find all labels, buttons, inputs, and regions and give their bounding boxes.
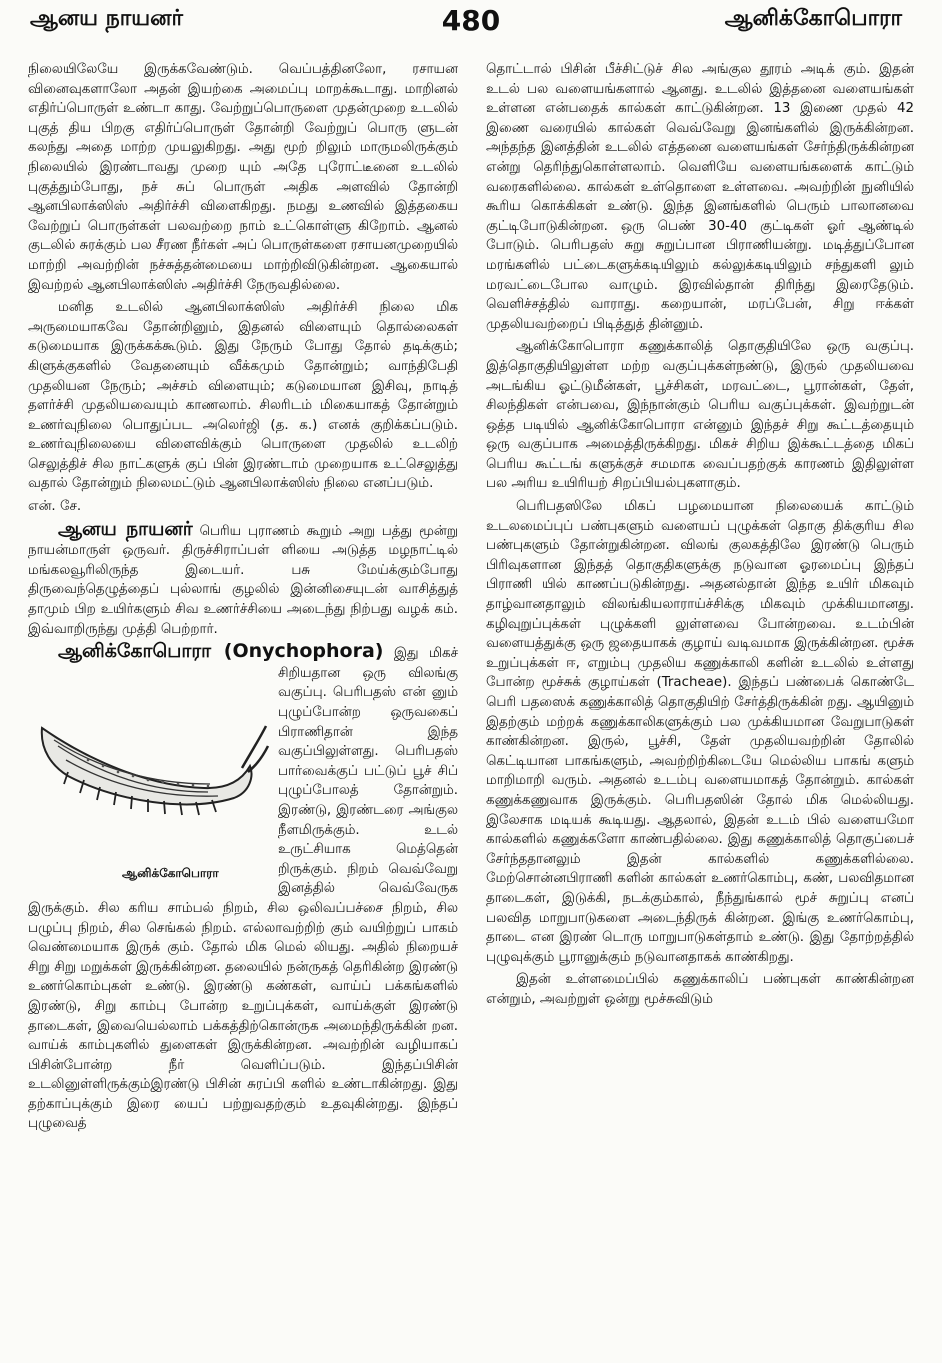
header-right-title: ஆனிக்கோபொரா (724, 6, 902, 31)
peripatus-illustration (28, 668, 270, 864)
entry-anaya-nayanar (28, 517, 458, 640)
author-signature: என். சே. (28, 499, 82, 515)
entry-onychophora (28, 642, 458, 1134)
paragraph-internal-structure: இதன் உள்ளமைப்பில் கணுக்காலிப் பண்புகள் காண்கின்றன என்றும், அவற்றுள் ஒன்று மூச்சுவிடும் (486, 972, 914, 1007)
paragraph-anaphylaxis-symptoms: மனித உடலில் ஆனபிலாக்ஸிஸ் அதிர்ச்சி நிலை மிக அருமையாகவே தோன்றினும், இதனல் விளையும் தொல்லைகள் கடுமையாக இருக்கக்கூடும். இது நேரும் போது தோல் தடிக்கும்; கிளுக்குகளில் வேதனையும் வீக்கமும் தோன்றும்; வாந்திபேதி முதலியன நேரும்; அச்சம் விளையும்; கடுமையான இசிவு, நாடித் தளர்ச்சி முதலியவையும் காணலாம். சிலரிடம் மிகையாகத் தோன்றும் உணர்வுநிலை பொதுப்பட அலெர்ஜி (த. க.) எனக் குறிக்கப்படும். உணர்வுநிலையை விளைவிக்கும் பொருளை முதலில் உடலிற் செலுத்திச் சில நாட்களுக் குப் பின் இரண்டாம் முறையாக உட்செலுத்து வதால் தோன்றும் நிலைமட்டும் ஆனபிலாக்ஸிஸ் நிலை எனப்படும். (28, 300, 458, 492)
paragraph-peripatus-features: பெரிபதஸிலே மிகப் பழமையான நிலையைக் காட்டும் உடலமைப்புப் பண்புகளும் வளையப் புழுக்கள் தொகு திக்குரிய சில பண்புகளும் தோன்றுகின்றன. விலங் குலகத்திலே இரண்டு பெரும் பிரிவுகளான இந்தத் தொகுதிகளுக்கு நடுவான ஓரமைப்பு இந்தப் பிராணி யில் காணப்படுகின்றது. அதனல்தான் இந்த உயிர் மிகவும் தாழ்வானதாலும் விலங்கியலாராய்ச்சிக்கு மிகவும் முக்கியமானது. கழிவுறுப்புக்கள் புழுக்களி லுள்ளவை போன்றவை. உடம்பின் வளையத்துக்கு ஒரு ஜதையாகக் குழாய் வடிவமாக இருக்கின்றன. மூச்சு உறுப்புக்கள் ஈ, எறும்பு முதலிய கணுக்காலி களின் உடலில் உள்ளது போன்ற மூச்சுக் குழாய்கள் (Tracheae). இந்தப் பண்பைக் கொண்டே பெரி பதஸைக் கணுக்காலித் தொகுதியிற் சேர்த்திருக்கின் றது. ஆயினும் இதற்கும் மற்றக் கணுக்காலிகளுக்கும் பல முக்கியமான வேறுபாடுகள் காண்கின்றன. இருல், பூச்சி, தேள் முதலியவற்றின் தோலில் கெட்டியான பாகங்களும், அவற்றிற்கிடையே மெல்லிய பாகங் களும் மாறிமாறி வரும். அதனல் உடம்பு வளையமாகத் தோன்றும். கால்கள் கணுக்கணுவாக இருக்கும். பெரிபதஸின் தோல் மிக மெல்லியது. இலேசாக மடியக் கூடியது. ஆதலால், இதன் உடம் பில் வளையமோ கால்களில் கணுக்களோ காண்பதில்லை. இது கணுக்காலித் தொகுப்பைச் சேர்ந்ததானலும் இதன் கால்களில் கணுக்களில்லை. மேற்சொன்னபிராணி களின் கால்கள் உணர்கொம்பு, கண், பலவிதமான தாடைகள், இடுக்கி, நடக்கும்கால், நீந்துங்கால் மூச் சுறுப்பு எனப் பலவித மாறுபாடுகளை அடைந்திருக் கின்றன. இங்கு உணர்கொம்பு, தாடை என இரண் டொரு மாறுபாடுகள்தாம் உண்டு. இது தோற்றத்தில் புழுவுக்கும் பூரானுக்கும் நடுவானதாகக் காண்கிறது. (486, 499, 914, 965)
header-left-title: ஆனய நாயனர் (30, 6, 183, 31)
entry-term-onychophora: ஆனிக்கோபொரா (Onychophora) (58, 640, 384, 663)
paragraph-anaphylaxis-continued: நிலையிலேயே இருக்கவேண்டும். வெப்பத்தினலோ, ரசாயன வினைவுகளாலோ அதன் இயற்கை அமைப்பு மாறக்கூடாது. மாறினல் எதிர்ப்பொருள் உண்டா காது. வேற்றுப்பொருளை முதன்முறை உடலில் புகுத் திய பிறகு எதிர்ப்பொருள் தோன்றி வேற்றுப் பொரு ளுடன் கலந்து அதை மாற்ற முயலுகிறது. அது மூற் றிலும் மாருமலிருக்கும் நிலையில் இரண்டாவது முறை யும் அதே புரோட்டீனை உடலில் புகுத்தும்போது, நச் சுப் பொருள் அதிக அளவில் தோன்றி ஆனபிலாக்ஸிஸ் அதிர்ச்சி விளைகிறது. நமது உணவில் இத்தகைய வேற்றுப் பொருள்கள் பலவற்றை நாம் உட்கொள்ளு கிறோம். ஆனல் குடலில் சுரக்கும் பல சீரண நீர்கள் அப் பொருள்களை ரசாயனமுறையில் மாற்றி அவற்றின் நச்சுத்தன்மையை மாற்றிவிடுகின்றன. ஆகையால் இவற்றல் ஆனபிலாக்ஸிஸ் அதிர்ச்சி நேருவதில்லை. (28, 62, 458, 293)
paragraph-onychophora-class: ஆனிக்கோபொரா கணுக்காலித் தொகுதியிலே ஒரு வகுப்பு. இத்தொகுதியிலுள்ள மற்ற வகுப்புக்கள்நண்டு, இருல் முதலியவை அடங்கிய ஓட்டுமீன்கள், பூச்சிகள், மரவட்டை, பூரான்கள், தேள், சிலந்திகள் என்பவை, இந்நான்கும் பெரிய வகுப்புக்கள். இவற்றுடன் ஒத்த படியில் ஆனிக்கோபொரா என்னும் இந்தச் சிறு கூட்டத்தையும் ஒரு வகுப்பாக அமைத்திருக்கிறது. மிகச் சிறிய இக்கூட்டத்தை மிகப் பெரிய கூட்டங் களுக்குச் சமமாக வைப்பதற்குக் காரணம் இதிலுள்ள பல அரிய உயிரியற் சிறப்பியல்புகளாகும். (486, 339, 914, 492)
entry-text-anaya-nayanar: பெரிய புராணம் கூறும் அறு பத்து மூன்று நாயன்மாருள் ஒருவர். திருச்சிராப்பள் ளியை அடுத்த மழநாட்டில் மங்கலவூரிலிருந்த இடையர். பசு மேய்க்கும்போது திருவைந்தெழுத்தைப் புல்லாங் குழலில் இன்னிசையுடன் வாசித்துத் தாமும் பிற உயிர்களும் சிவ உணர்ச்சியை அடைந்து நிற்பது வழக் கம். இவ்வாறிருந்து முத்தி பெற்றார். (28, 523, 458, 637)
right-column (486, 60, 914, 1013)
entry-text-onychophora: இது மிகச் சிறியதான ஒரு விலங்கு வகுப்பு. பெரிபதஸ் என் னும் புழுப்போன்ற ஒருவகைப் பிராணிதான் இந்த வகுப்பிலுள்ளது. பெரிபதஸ் பார்வைக்குப் பட்டுப் பூச் சிப் புழுப்போலத் தோன்றும். இரண்டு, இரண்டரை அங்குல நீளமிருக்கும். உடல் உருட்சியாக மெத்தென் றிருக்கும். நிறம் வெவ்வேறு இனத்தில் வெவ்வேருக இருக்கும். சில கரிய சாம்பல் நிறம், சில ஒலிவப்பச்சை நிறம், சில பழுப்பு நிறம், சில செங்கல் நிறம். எல்லாவற்றிற் கும் வயிற்றுப் பாகம் வெண்மையாக இருக் கும். தோல் மிக மெல் லியது. அதில் நிறையச் சிறு சிறு மறுக்கள் இருக்கின்றன. தலையில் நன்ருகத் தெரிகின்ற இரண்டு உணர்கொம்புகள் உண்டு. இரண்டு கண்கள், வாய்ப் பக்கங்களில் இரண்டு, சிறு காம்பு போன்ற உறுப்புக்கள், வாய்க்குள் இரண்டு தாடைகள், இவையெல்லாம் பக்கத்திற்கொன்ருக அமைந்திருக்கின் றன. வாய்க் காம்புகளில் துளைகள் இருக்கின்றன. அவற்றின் வழியாகப் பிசின்போன்ற நீர் வெளிப்படும். இந்தப்பிசின் உடலினுள்ளிருக்கும்இரண்டு பிசின் சுரப்பி களில் உண்டாகின்றது. இது தற்காப்புக்கும் இரை யைப் பற்றுவதற்கும் உதவுகின்றது. இந்தப் புழுவைத் (28, 646, 458, 1132)
left-column (28, 60, 458, 1137)
running-header (0, 0, 942, 52)
onychophora-figure (28, 668, 270, 890)
paragraph-peripatus-body: தொட்டால் பிசின் பீச்சிட்டுச் சில அங்குல தூரம் அடிக் கும். இதன் உடல் பல வளையங்களால் ஆனது. உடலில் இத்தனை வளையங்கள் உள்ளன என்பதைக் கால்கள் காட்டுகின்றன. 13 இணை முதல் 42 இணை வரையில் கால்கள் வெவ்வேறு இனங்களில் இருக்கின்றன. அந்தந்த இனத்தின் உடலில் எத்தனை வளையங்கள் சேர்ந்திருக்கின்றன என்று தெரிந்துகொள்ளலாம். வெளியே வளையங்களைக் காட்டும் வரைகளில்லை. கால்கள் உள்தொளை உள்ளவை. அவற்றின் நுனியில் கூரிய கொக்கிகள் உண்டு. இந்த இனங்களில் பெரும் பாலானவை குட்டிபோடுகின்றன. ஒரு பெண் 30-40 குட்டிகள் ஓர் ஆண்டில் போடும். பெரிபதஸ் சுறு சுறுப்பான பிராணியன்று. மடித்துப்போன மரங்களில் பட்டைகளுக்கடியிலும் கல்லுக்கடியிலும் சந்துகளி லும் மரவட்டைபோல வாழும். இரவில்தான் திரிந்து இரைதேடும். வெளிச்சத்தில் வாராது. கறையான், மரப்பேன், சிறு ஈக்கள் முதலியவற்றைப் பிடித்துத் தின்னும். (486, 62, 914, 332)
page-number: 480 (441, 4, 501, 37)
figure-caption: ஆனிக்கோபொரா (122, 865, 219, 880)
entry-term-anaya-nayanar: ஆனய நாயனர் (58, 517, 193, 540)
